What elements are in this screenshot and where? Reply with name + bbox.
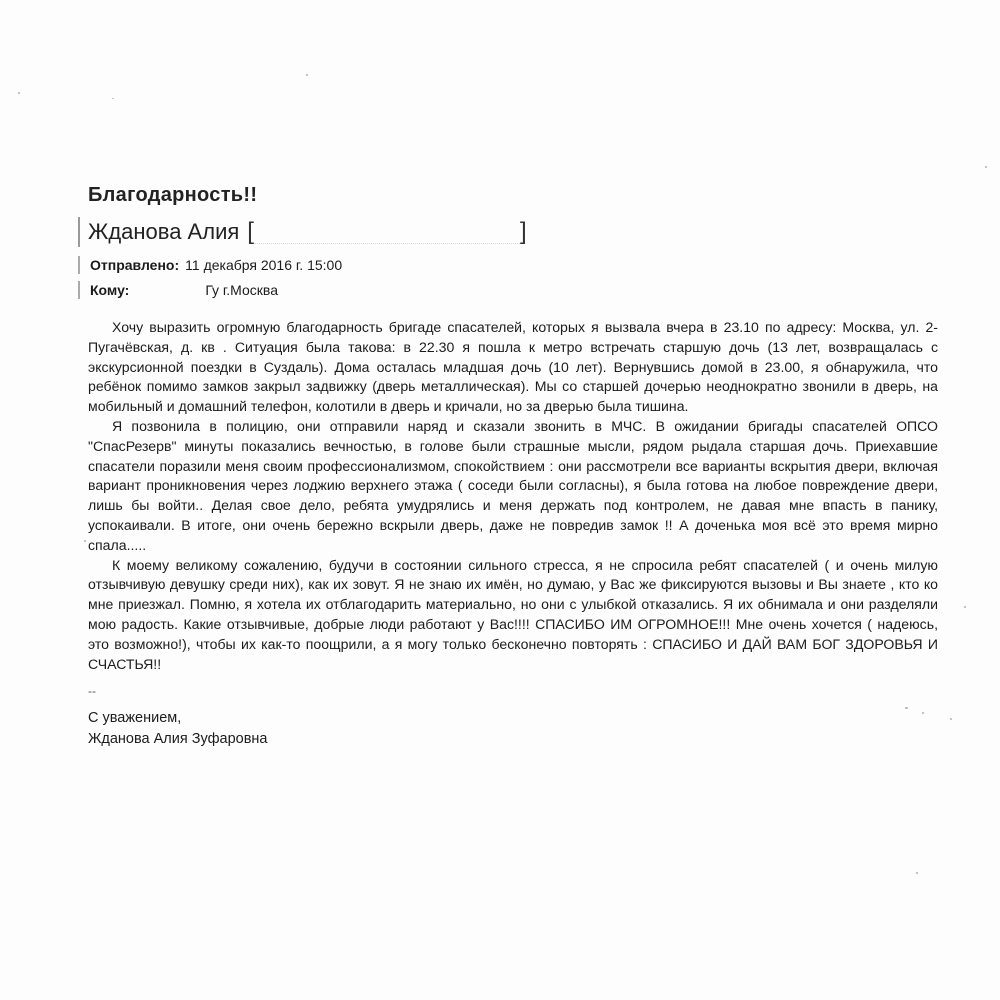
scan-speck — [905, 707, 908, 709]
letter-body — [88, 318, 938, 674]
meta-divider — [78, 281, 80, 299]
closing-phrase: С уважением, — [88, 710, 182, 726]
scan-speck — [18, 92, 20, 94]
signature-divider: -- — [88, 684, 96, 698]
to-value: Гу г.Москва — [205, 282, 278, 298]
sent-row — [78, 256, 578, 274]
email-bracket-close: ] — [519, 218, 527, 245]
redacted-email — [254, 221, 520, 244]
scan-speck — [84, 540, 86, 542]
scan-speck — [306, 74, 308, 76]
sent-label: Отправлено: — [90, 257, 180, 273]
scan-speck — [985, 166, 987, 168]
email-bracket-open: [ — [247, 218, 254, 245]
scan-speck — [922, 712, 924, 714]
meta-divider — [78, 256, 80, 274]
scan-speck — [112, 98, 114, 99]
email-subject: Благодарность!! — [88, 184, 258, 206]
signature-block — [88, 708, 267, 750]
body-paragraph: К моему великому сожалению, будучи в состоянии сильного стресса, я не спросила ребят спасателей ( и очень милую отзывчивую девушку среди них), как их зовут. Я не знаю их имён, но думаю, у Вас же фиксируются вызовы и Вы знаете , кто ко мне приезжал. Помню, я хотела их отблагодарить материально, но они с улыбкой отказались. Я их обнимала и они разделяли мою радость. Какие отзывчивые, добрые люди работают у Вас!!!! СПАСИБО ИМ ОГРОМНОЕ!!! Мне очень хочется ( надеюсь, это возможно!), чтобы их как-то поощрили, а я могу только бесконечно повторять : СПАСИБО И ДАЙ ВАМ БОГ ЗДОРОВЬЯ И СЧАСТЬЯ!! — [88, 556, 938, 672]
sender-divider — [78, 217, 80, 247]
body-paragraph: Я позвонила в полицию, они отправили наряд и сказали звонить в МЧС. В ожидании бригады спасателей ОПСО "СпасРезерв" минуты показались вечностью, в голове были страшные мысли, рядом рыдала старшая дочь. Приехавшие спасатели поразили меня своим профессионализмом, спокойствием : они рассмотрели все варианты вскрытия двери, включая вариант проникновения через лоджию верхнего этажа ( соседи были согласны), я была готова на любое повреждение двери, лишь бы войти.. Делая свое дело, ребята умудрялись и меня держать под контролем, не давая мне впасть в панику, успокаивали. В итоге, они очень бережно вскрыли дверь, даже не повредив замок !! А доченька моя всё это время мирно спала..... — [88, 417, 938, 553]
scan-speck — [950, 718, 952, 720]
to-label: Кому: — [90, 282, 130, 298]
sender-name: Жданова Алия — [88, 219, 240, 244]
body-paragraph: Хочу выразить огромную благодарность бригаде спасателей, которых я вызвала вчера в 23.10 по адресу: Москва, ул. 2- Пугачёвская, д. кв . Ситуация была такова: в 22.30 я пошла к метро встречать старшую дочь (13 лет, возвращалась с экскурсионной поездки в Суздаль). Дома осталась младшая дочь (10 лет). Вернувшись домой в 23.00, я обнаружила, что ребёнок помимо замков закрыл задвижку (дверь металлическая). Мы со старшей дочерью неоднократно звонили в дверь, на мобильный и домашний телефон, колотили в дверь и кричали, но за дверью была тишина. — [88, 319, 938, 415]
scan-speck — [916, 872, 918, 874]
sent-value: 11 декабря 2016 г. 15:00 — [185, 257, 343, 273]
sender-line — [78, 212, 548, 252]
scan-speck — [964, 606, 966, 608]
to-row — [78, 281, 578, 299]
signature-name: Жданова Алия Зуфаровна — [88, 731, 268, 747]
